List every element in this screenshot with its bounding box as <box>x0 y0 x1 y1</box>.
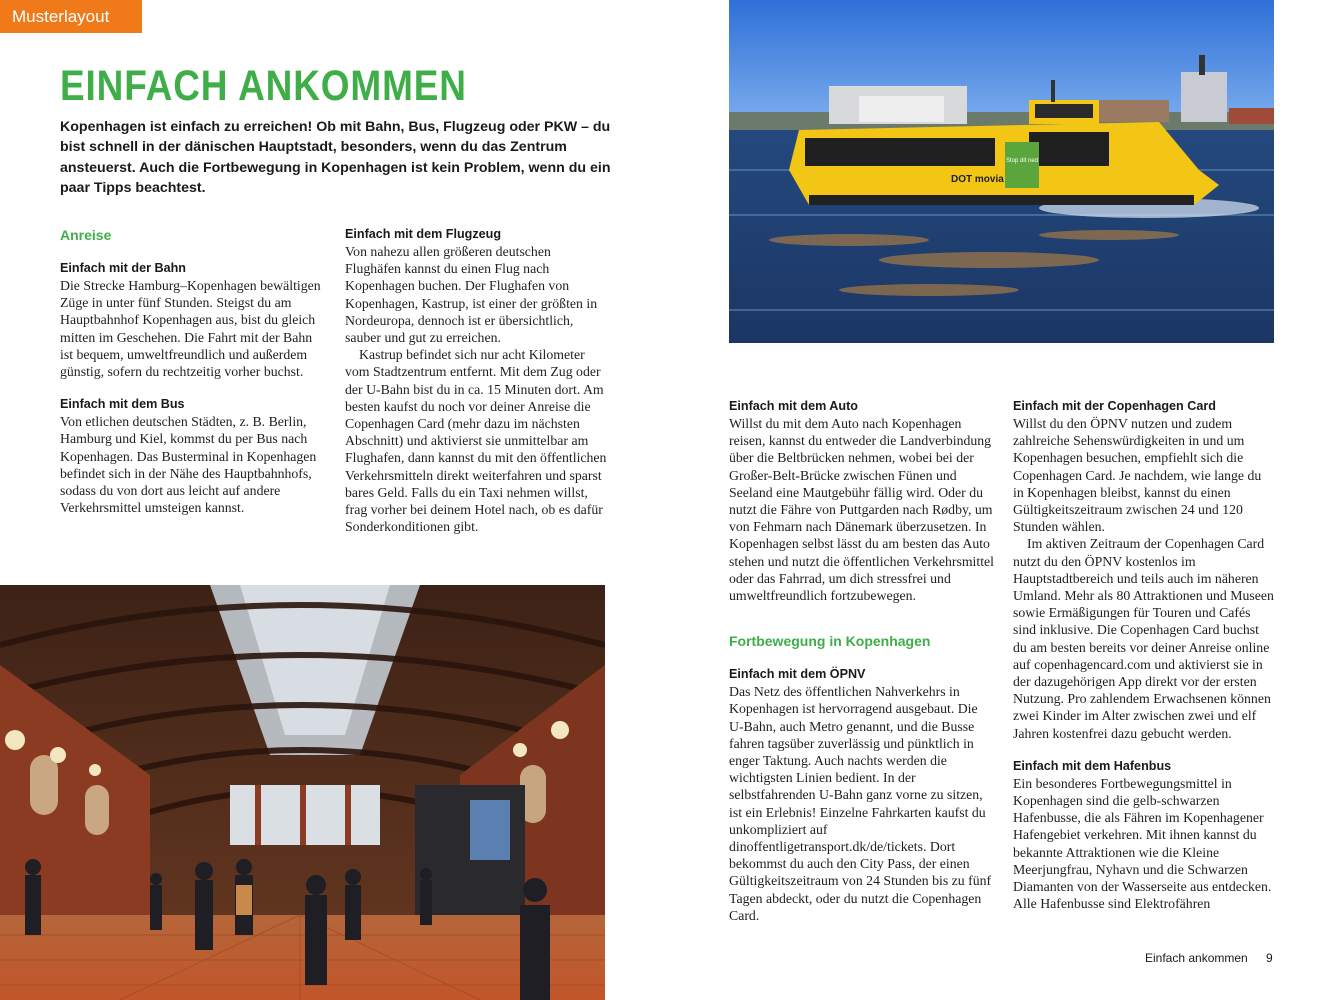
heading-oepnv: Einfach mit dem ÖPNV <box>729 667 866 682</box>
footer-section-label: Einfach ankommen <box>1145 951 1248 965</box>
text-hafenbus: Ein besonderes Fortbewegungsmittel in Kopenhagen sind die gelb-schwarzen Hafenbusse, die als Fähren im Kopenhagener Hafengebiet verkehren. Mit ihnen kannst du bekannte Attraktionen wie die Kleine Meerjungfrau, Nyhavn und die Schwarzen Diamanten von der Wasserseite aus entdecken. Alle Hafenbusse sind Elektrofähren <box>1013 775 1272 912</box>
text-card-1: Willst du den ÖPNV nutzen und zudem zahlreiche Sehenswürdigkeiten in und um Kopenhagen besuchen, empfiehlt sich die Copenhagen Card. Je nachdem, wie lange du in Kopenhagen bleibst, kannst du einen Gültigkeitszeitraum zwischen 24 und 120 Stunden wählen. <box>1013 416 1262 535</box>
text-auto: Willst du mit dem Auto nach Kopenhagen reisen, kannst du entweder die Landverbindung über die Beltbrücken nehmen, wobei bei der Großer-Belt-Brücke zwischen Fünen und Seeland eine Mautgebühr fällig wird. Oder du nutzt die Fähre von Puttgarden nach Rødby, um von Fehmarn nach Dänemark überzusetzen. In Kopenhagen selbst lässt du am besten das Auto stehen und nutzt die öffentlichen Verkehrsmittel oder das Fahrrad, um dich stressfrei und umweltfreundlich fortzubewegen. <box>729 416 995 604</box>
ferry-side-sign: Stop dit ned <box>1005 158 1039 164</box>
text-oepnv: Das Netz des öffentlichen Nahverkehrs in Kopenhagen ist hervorragend ausgebaut. Die U-Bahn, auch Metro genannt, und die Busse fahren tagsüber zuverlässig und pünktlich in enger Taktung. Auch nachts werden die wichtigsten Linien bedient. In der selbstfahrenden U-Bahn ganz vorne zu sitzen, ist ein Erlebnis! Einzelne Fahrkarten kaufst du unkompliziert auf dinoffentligetransport.dk/de/tickets. Dort bekommst du auch den City Pass, der einen Gültigkeitszeitraum von 24 Stunden bis zu fünf Tagen abdeckt, oder du nutzt die Copenhagen Card. <box>729 684 992 923</box>
heading-auto: Einfach mit dem Auto <box>729 399 858 413</box>
column-flugzeug <box>345 226 607 535</box>
text-bus: Von etlichen deutschen Städten, z. B. Berlin, Hamburg und Kiel, kommst du per Bus nach Kopenhagen. Das Busterminal in Kopenhagen befindet sich in der Nähe des Hauptbahnhofs, sodass du von dort aus leicht auf andere Verkehrsmittel umsteigen kannst. <box>60 414 317 516</box>
text-card-2: Im aktiven Zeitraum der Copenhagen Card nutzt du den ÖPNV kostenlos im Hauptstadtbereich und teils auch im näheren Umland. Mehr als 80 Attraktionen und Museen sowie Ermäßigungen für Touren und Cafés sind inklusive. Die Copenhagen Card buchst du am besten bereits vor deiner Anreise online auf copenhagencard.com und aktivierst sie in der dazugehörigen App direkt vor der ersten Nutzung. Pro zahlendem Erwachsenen können zwei Kinder im Alter zwischen zwei und elf Jahren kostenfrei dazu gebucht werden. <box>1013 536 1274 741</box>
text-flugzeug-1: Von nahezu allen größeren deutschen Flughäfen kannst du einen Flug nach Kopenhagen buchen. Der Flughafen von Kopenhagen, Kastrup, ist einer der größten in Nordeuropa, dennoch ist er übersichtlich, sauber und gut zu erreichen. <box>345 244 598 346</box>
heading-hafenbus: Einfach mit dem Hafenbus <box>1013 758 1172 773</box>
photo-train-station <box>0 585 605 1000</box>
text-flugzeug-2: Kastrup befindet sich nur acht Kilometer vom Stadtzentrum entfernt. Mit dem Zug oder der U-Bahn bist du in ca. 15 Minuten dort. Am besten kaufst du noch vor deiner Anreise die Copenhagen Card (mehr dazu im nächsten Abschnitt) und aktivierst sie unmittelbar am Flughafen, dann kannst du mit den öffentlichen Verkehrsmitteln direkt weiterfahren und sparst bares Geld. Falls du ein Taxi nehmen willst, frag vorher bei deinem Hotel nach, ob es dafür Sonderkonditionen gibt. <box>345 347 607 535</box>
page-number: 9 <box>1266 951 1273 965</box>
ferry-brand-label: DOT movia <box>951 174 1004 185</box>
page-title: EINFACH ANKOMMEN <box>60 62 467 110</box>
heading-bus: Einfach mit dem Bus <box>60 397 185 412</box>
photo-harbour-bus <box>729 0 1274 343</box>
layout-tag: Musterlayout <box>0 0 142 33</box>
heading-flugzeug: Einfach mit dem Flugzeug <box>345 227 502 241</box>
intro-text: Kopenhagen ist einfach zu erreichen! Ob mit Bahn, Bus, Flugzeug oder PKW – du bist schnell in der dänischen Hauptstadt, besonders, wenn du das Zentrum ansteuerst. Auch die Fortbewegung in Kopenhagen ist kein Problem, wenn du ein paar Tipps beachtest. <box>60 119 611 196</box>
section-heading-fortbewegung: Fortbewegung in Kopenhagen <box>729 633 931 650</box>
section-heading-anreise: Anreise <box>60 227 112 243</box>
heading-bahn: Einfach mit der Bahn <box>60 261 186 275</box>
column-auto-oepnv <box>729 398 994 924</box>
text-bahn: Die Strecke Hamburg–Kopenhagen bewältigen Züge in unter fünf Stunden. Steigst du am Hauptbahnhof Kopenhagen aus, bist du gleich mitten im Geschehen. Die Fahrt mit der Bahn ist bequem, umweltfreundlich und außerdem günstig, sofern du rechtzeitig vorher buchst. <box>60 278 321 380</box>
column-card-hafenbus <box>1013 398 1275 912</box>
heading-copenhagen-card: Einfach mit der Copenhagen Card <box>1013 399 1216 413</box>
column-anreise <box>60 226 324 516</box>
